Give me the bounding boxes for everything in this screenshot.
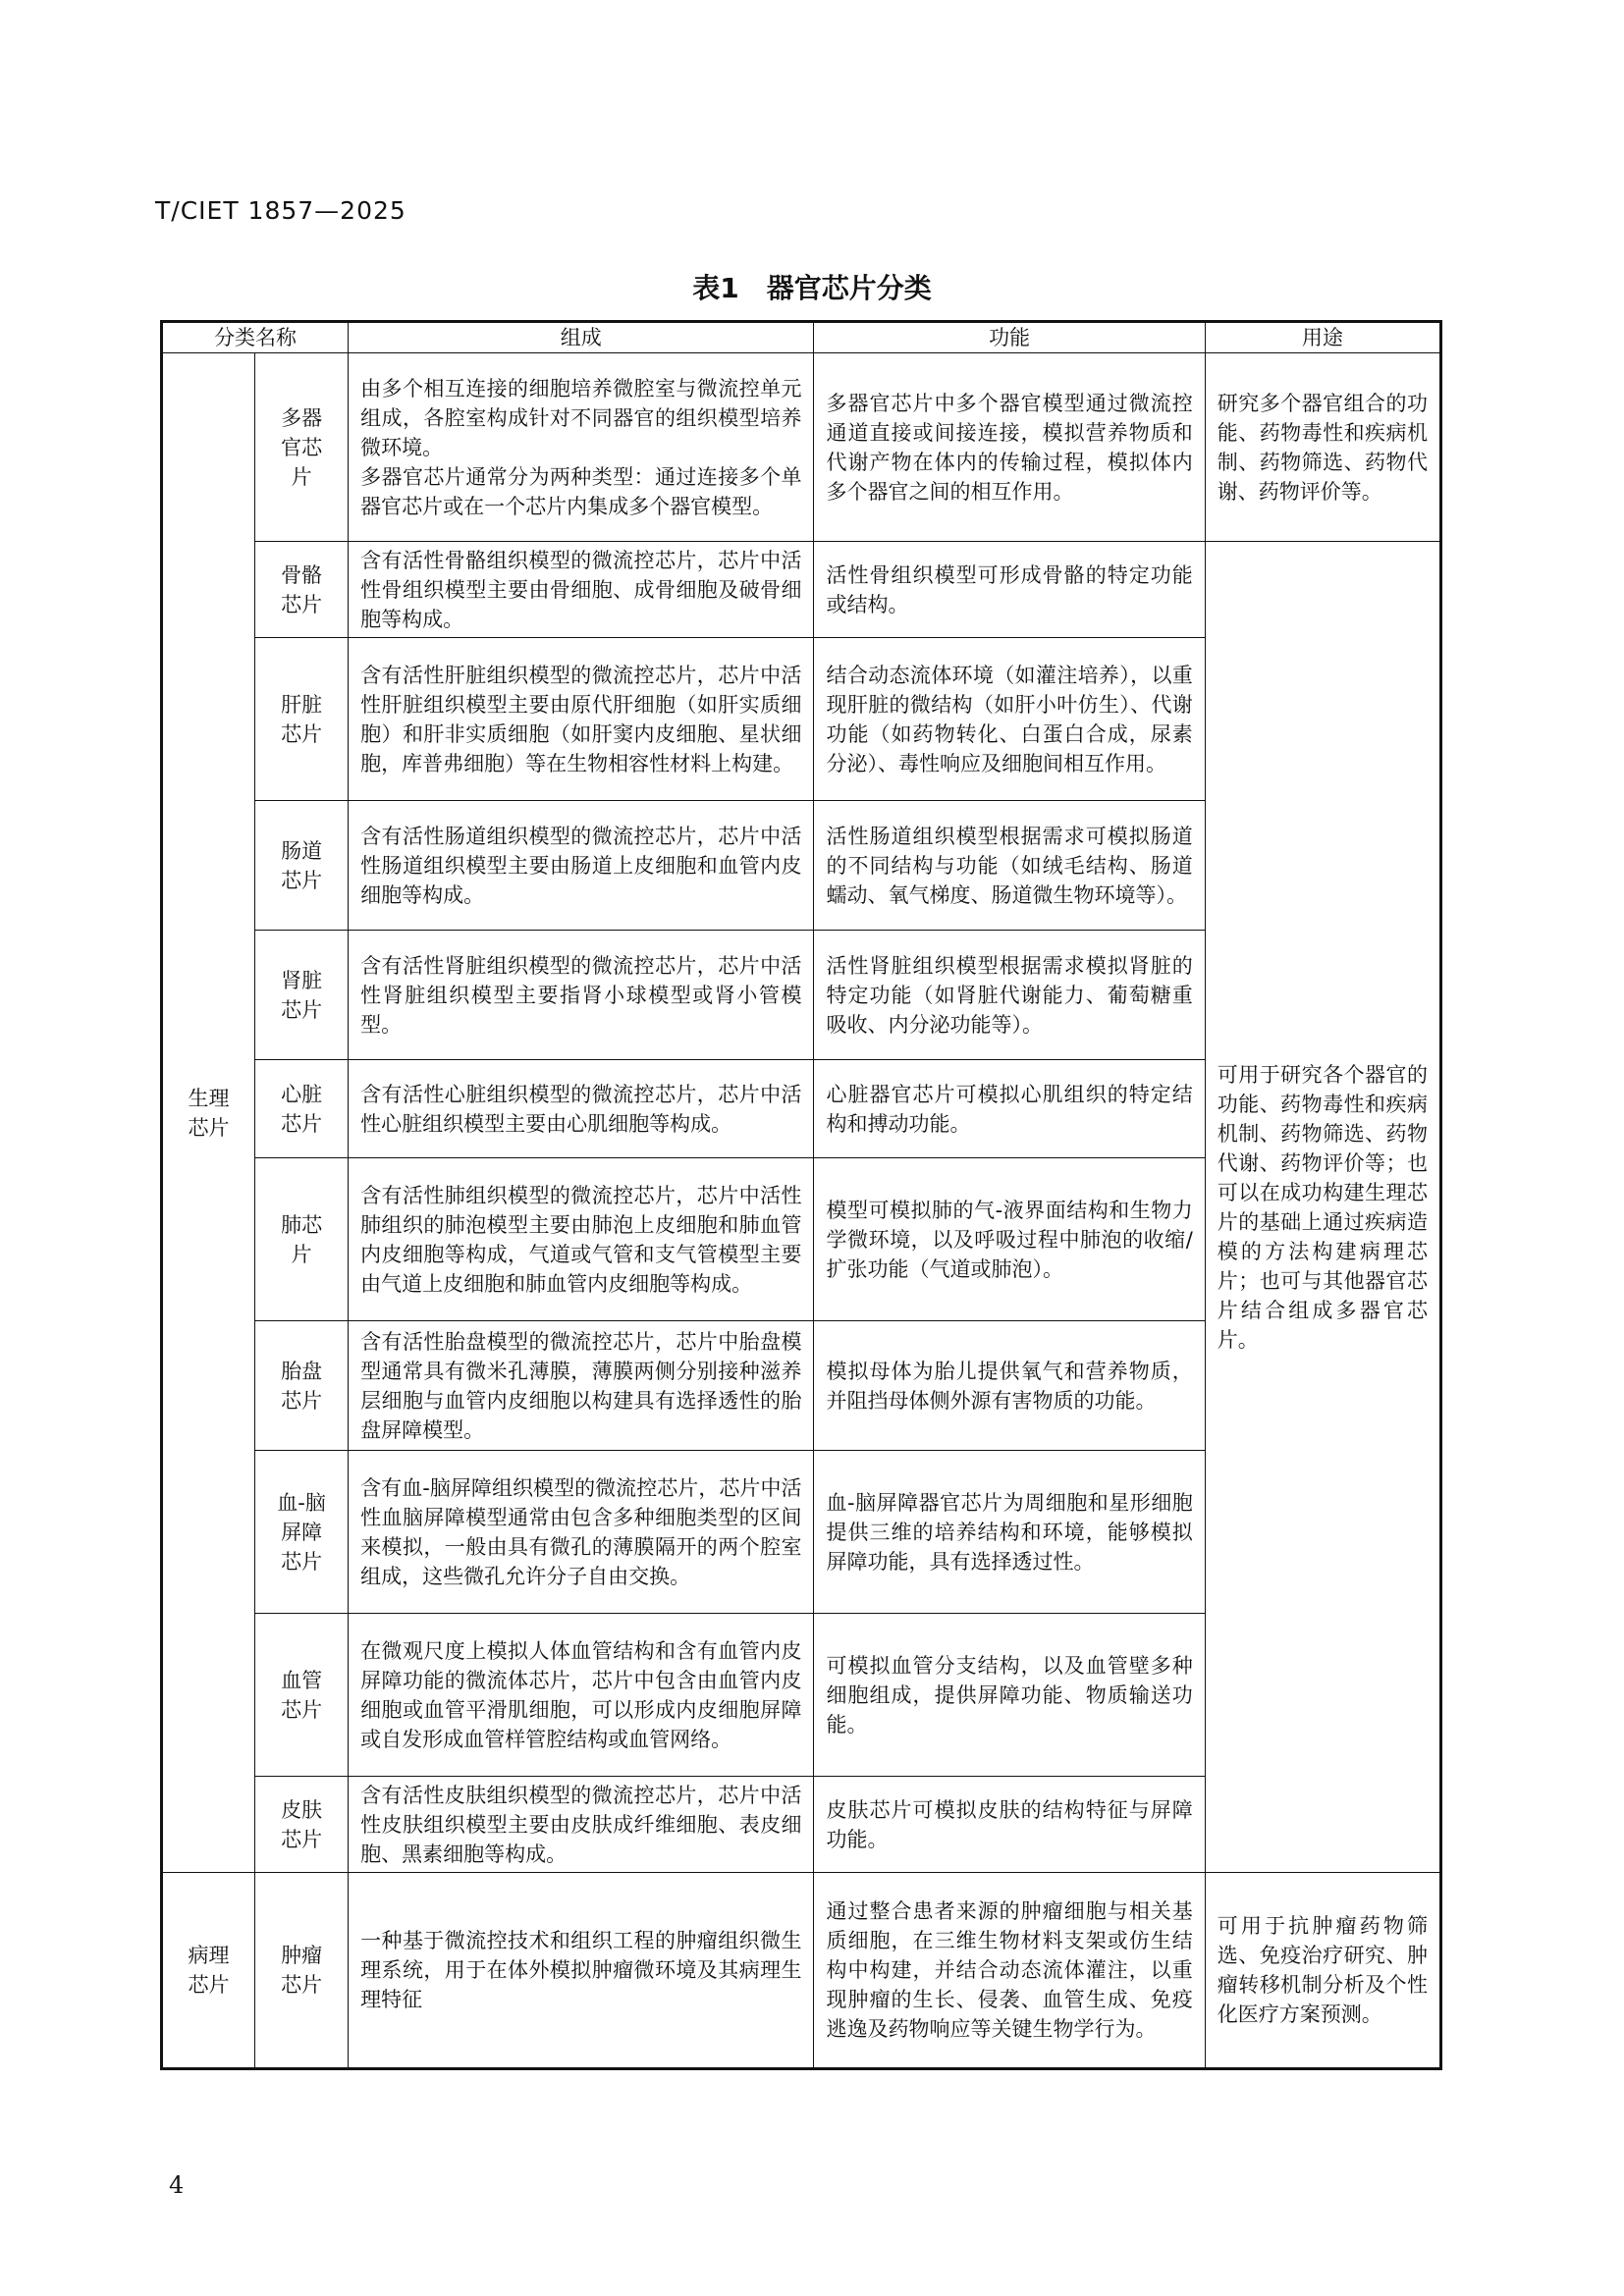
header-category: 分类名称 — [162, 322, 349, 353]
composition-cell: 由多个相互连接的细胞培养微腔室与微流控单元组成，各腔室构成针对不同器官的组织模型培养微环境。 多器官芯片通常分为两种类型：通过连接多个单器官芯片或在一个芯片内集成多个器官模型。 — [349, 353, 814, 542]
function-cell: 活性肠道组织模型根据需求可模拟肠道的不同结构与功能（如绒毛结构、肠道蠕动、氧气梯度、肠道微生物环境等）。 — [814, 801, 1205, 931]
chip-name: 血-脑 屏障 芯片 — [255, 1451, 349, 1614]
page-number: 4 — [169, 2171, 185, 2199]
composition-cell: 一种基于微流控技术和组织工程的肿瘤组织微生理系统，用于在体外模拟肿瘤微环境及其病理生理特征 — [349, 1873, 814, 2069]
chip-name: 骨骼 芯片 — [255, 542, 349, 638]
composition-cell: 含有活性心脏组织模型的微流控芯片，芯片中活性心脏组织模型主要由心肌细胞等构成。 — [349, 1060, 814, 1158]
table-row — [162, 353, 1441, 542]
composition-cell: 含有活性骨骼组织模型的微流控芯片，芯片中活性骨组织模型主要由骨细胞、成骨细胞及破骨细胞等构成。 — [349, 542, 814, 638]
composition-cell: 含有活性肠道组织模型的微流控芯片，芯片中活性肠道组织模型主要由肠道上皮细胞和血管内皮细胞等构成。 — [349, 801, 814, 931]
category-pathological: 病理 芯片 — [162, 1873, 255, 2069]
chip-name: 肝脏 芯片 — [255, 638, 349, 801]
function-cell: 模型可模拟肺的气-液界面结构和生物力学微环境，以及呼吸过程中肺泡的收缩/扩张功能（气道或肺泡）。 — [814, 1158, 1205, 1321]
function-cell: 皮肤芯片可模拟皮肤的结构特征与屏障功能。 — [814, 1777, 1205, 1873]
category-physiological: 生理 芯片 — [162, 353, 255, 1873]
composition-cell: 含有血-脑屏障组织模型的微流控芯片，芯片中活性血脑屏障模型通常由包含多种细胞类型的区间来模拟，一般由具有微孔的薄膜隔开的两个腔室组成，这些微孔允许分子自由交换。 — [349, 1451, 814, 1614]
table-header-row — [162, 322, 1441, 353]
composition-cell: 含有活性皮肤组织模型的微流控芯片，芯片中活性皮肤组织模型主要由皮肤成纤维细胞、表皮细胞、黑素细胞等构成。 — [349, 1777, 814, 1873]
function-cell: 可模拟血管分支结构，以及血管壁多种细胞组成，提供屏障功能、物质输送功能。 — [814, 1614, 1205, 1777]
function-cell: 血-脑屏障器官芯片为周细胞和星形细胞提供三维的培养结构和环境，能够模拟屏障功能，具有选择透过性。 — [814, 1451, 1205, 1614]
chip-name: 胎盘 芯片 — [255, 1321, 349, 1451]
chip-name: 肾脏 芯片 — [255, 931, 349, 1060]
composition-cell: 在微观尺度上模拟人体血管结构和含有血管内皮屏障功能的微流体芯片，芯片中包含由血管内皮细胞或血管平滑肌细胞，可以形成内皮细胞屏障或自发形成血管样管腔结构或血管网络。 — [349, 1614, 814, 1777]
header-usage: 用途 — [1205, 322, 1440, 353]
usage-cell: 研究多个器官组合的功能、药物毒性和疾病机制、药物筛选、药物代谢、药物评价等。 — [1205, 353, 1440, 542]
chip-name: 心脏 芯片 — [255, 1060, 349, 1158]
function-cell: 结合动态流体环境（如灌注培养），以重现肝脏的微结构（如肝小叶仿生）、代谢功能（如药物转化、白蛋白合成，尿素分泌）、毒性响应及细胞间相互作用。 — [814, 638, 1205, 801]
function-cell: 通过整合患者来源的肿瘤细胞与相关基质细胞，在三维生物材料支架或仿生结构中构建，并结合动态流体灌注，以重现肿瘤的生长、侵袭、血管生成、免疫逃逸及药物响应等关键生物学行为。 — [814, 1873, 1205, 2069]
chip-name: 多器 官芯 片 — [255, 353, 349, 542]
function-cell: 心脏器官芯片可模拟心肌组织的特定结构和搏动功能。 — [814, 1060, 1205, 1158]
table-title: 表1 器官芯片分类 — [692, 272, 932, 304]
function-cell: 活性骨组织模型可形成骨骼的特定功能或结构。 — [814, 542, 1205, 638]
composition-cell: 含有活性胎盘模型的微流控芯片，芯片中胎盘模型通常具有微米孔薄膜，薄膜两侧分别接种滋养层细胞与血管内皮细胞以构建具有选择透性的胎盘屏障模型。 — [349, 1321, 814, 1451]
function-cell: 模拟母体为胎儿提供氧气和营养物质，并阻挡母体侧外源有害物质的功能。 — [814, 1321, 1205, 1451]
composition-cell: 含有活性肝脏组织模型的微流控芯片，芯片中活性肝脏组织模型主要由原代肝细胞（如肝实质细胞）和肝非实质细胞（如肝窦内皮细胞、星状细胞，库普弗细胞）等在生物相容性材料上构建。 — [349, 638, 814, 801]
header-function: 功能 — [814, 322, 1205, 353]
function-cell: 活性肾脏组织模型根据需求模拟肾脏的特定功能（如肾脏代谢能力、葡萄糖重吸收、内分泌功能等）。 — [814, 931, 1205, 1060]
function-cell: 多器官芯片中多个器官模型通过微流控通道直接或间接连接，模拟营养物质和代谢产物在体内的传输过程，模拟体内多个器官之间的相互作用。 — [814, 353, 1205, 542]
chip-name: 肿瘤 芯片 — [255, 1873, 349, 2069]
chip-name: 肠道 芯片 — [255, 801, 349, 931]
standard-code: T/CIET 1857—2025 — [155, 196, 406, 225]
table-row — [162, 542, 1441, 638]
chip-name: 皮肤 芯片 — [255, 1777, 349, 1873]
usage-cell-shared: 可用于研究各个器官的功能、药物毒性和疾病机制、药物筛选、药物代谢、药物评价等；也可以在成功构建生理芯片的基础上通过疾病造模的方法构建病理芯片；也可与其他器官芯片结合组成多器官芯片。 — [1205, 542, 1440, 1873]
usage-cell: 可用于抗肿瘤药物筛选、免疫治疗研究、肿瘤转移机制分析及个性化医疗方案预测。 — [1205, 1873, 1440, 2069]
table-row — [162, 1873, 1441, 2069]
organ-chip-classification-table — [160, 320, 1442, 2070]
chip-name: 肺芯 片 — [255, 1158, 349, 1321]
composition-cell: 含有活性肺组织模型的微流控芯片，芯片中活性肺组织的肺泡模型主要由肺泡上皮细胞和肺血管内皮细胞等构成，气道或气管和支气管模型主要由气道上皮细胞和肺血管内皮细胞等构成。 — [349, 1158, 814, 1321]
chip-name: 血管 芯片 — [255, 1614, 349, 1777]
composition-cell: 含有活性肾脏组织模型的微流控芯片，芯片中活性肾脏组织模型主要指肾小球模型或肾小管模型。 — [349, 931, 814, 1060]
header-composition: 组成 — [349, 322, 814, 353]
